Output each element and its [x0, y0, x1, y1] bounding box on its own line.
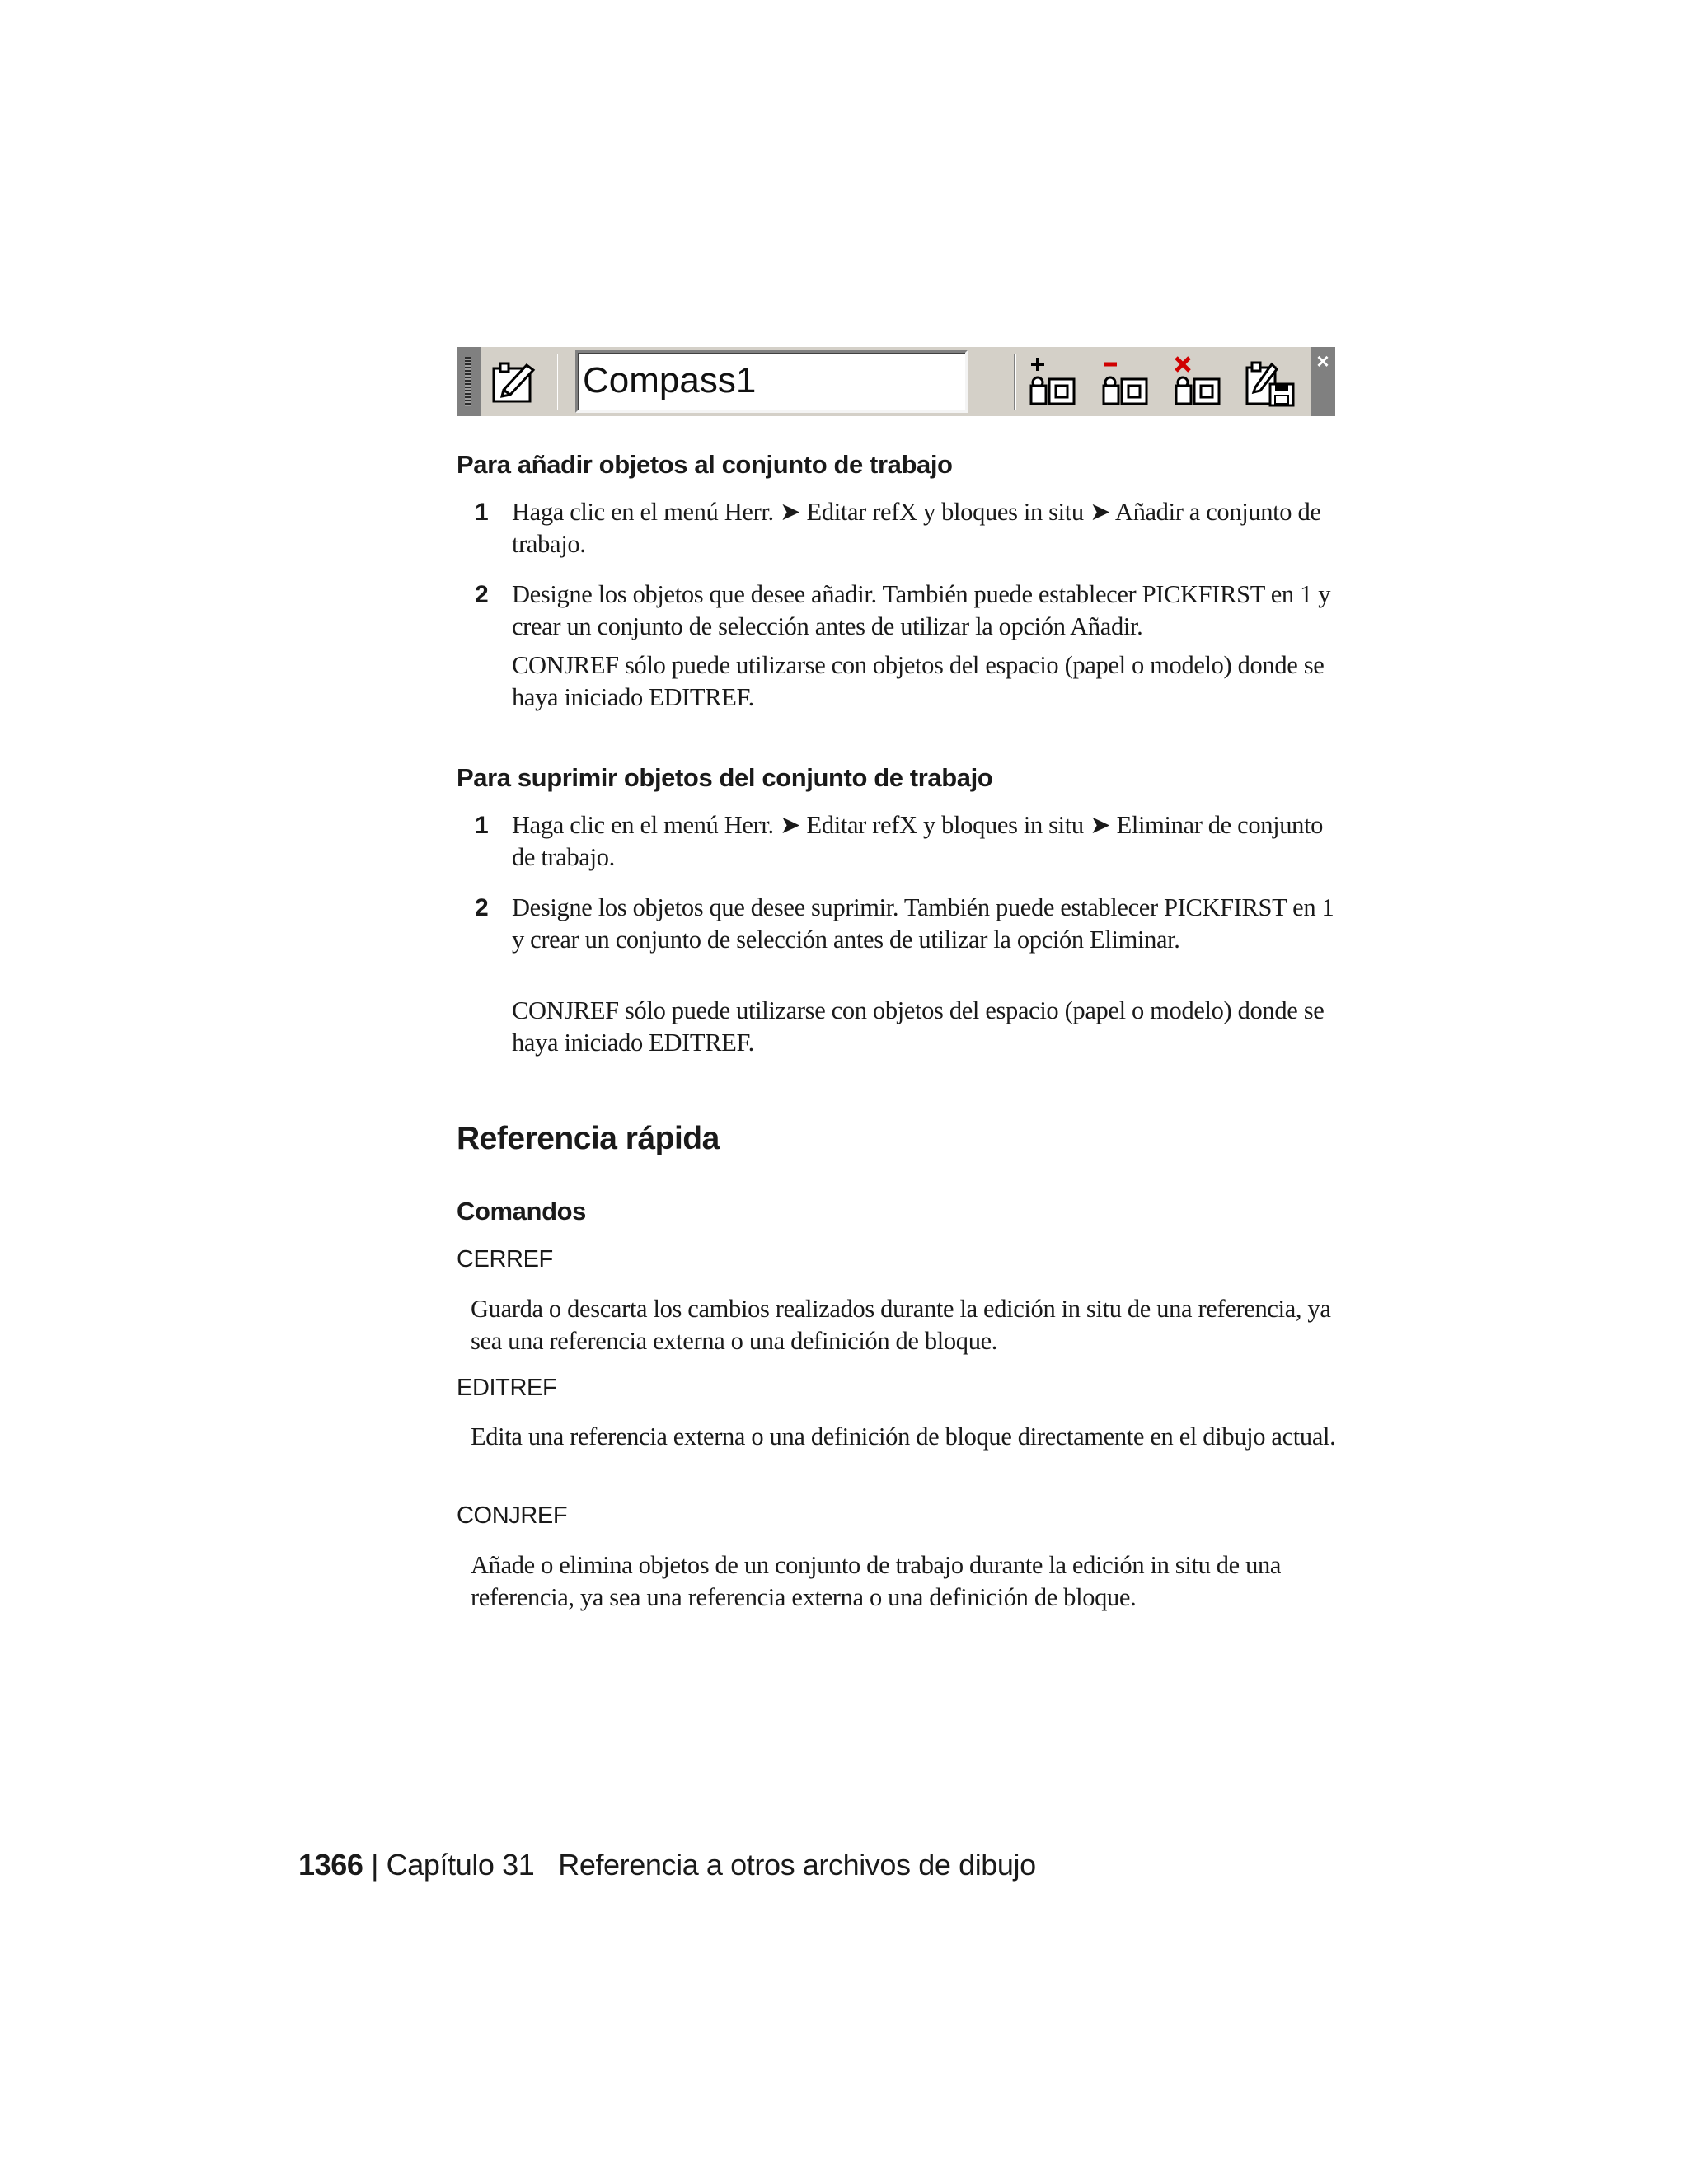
- add-to-working-set-icon: [1026, 354, 1081, 409]
- command-name: CERREF: [457, 1246, 553, 1272]
- step-text: Designe los objetos que desee suprimir. También puede establecer PICKFIRST en 1 y crear un conjunto de selección antes de utilizar la opción Eliminar.: [512, 893, 1334, 954]
- page-footer: [298, 1848, 1036, 1882]
- edit-reference-icon: [489, 357, 540, 406]
- chapter-title: Referencia a otros archivos de dibujo: [558, 1848, 1036, 1882]
- commands-heading: Comandos: [457, 1197, 586, 1226]
- reference-name-field[interactable]: Compass1: [575, 350, 968, 413]
- page-number: 1366: [298, 1848, 363, 1882]
- add-procedure-heading: Para añadir objetos al conjunto de trabajo: [457, 450, 953, 479]
- close-icon[interactable]: ×: [1311, 347, 1335, 416]
- command-name: EDITREF: [457, 1375, 557, 1401]
- chapter-label: Capítulo 31: [386, 1848, 535, 1882]
- edit-reference-button[interactable]: [486, 352, 542, 411]
- save-back-changes-icon: [1244, 354, 1298, 409]
- discard-changes-button[interactable]: [1170, 352, 1226, 411]
- step-note: CONJREF sólo puede utilizarse con objetos del espacio (papel o modelo) donde se haya iniciado EDITREF.: [512, 996, 1325, 1057]
- quick-reference-heading: Referencia rápida: [457, 1121, 720, 1156]
- step-number: 2: [475, 581, 489, 608]
- footer-separator: |: [371, 1848, 379, 1882]
- step-note: CONJREF sólo puede utilizarse con objetos del espacio (papel o modelo) donde se haya iniciado EDITREF.: [512, 651, 1325, 711]
- step-number: 2: [475, 894, 489, 921]
- toolbar-grip-handle[interactable]: [457, 347, 481, 416]
- remove-from-working-set-button[interactable]: [1098, 352, 1154, 411]
- toolbar-separator: [1014, 354, 1016, 410]
- add-to-working-set-button[interactable]: [1025, 352, 1081, 411]
- toolbar-separator: [556, 354, 558, 410]
- command-name: CONJREF: [457, 1502, 568, 1529]
- step-number: 1: [475, 499, 489, 526]
- step-number: 1: [475, 812, 489, 839]
- command-description: Edita una referencia externa o una definición de bloque directamente en el dibujo actual.: [471, 1422, 1336, 1451]
- step-text: Haga clic en el menú Herr. ➤ Editar refX y bloques in situ ➤ Eliminar de conjunto de trabajo.: [512, 811, 1324, 871]
- command-description: Guarda o descarta los cambios realizados durante la edición in situ de una referencia, ya sea una referencia externa o una definición de bloque.: [471, 1295, 1331, 1355]
- step-text: Haga clic en el menú Herr. ➤ Editar refX y bloques in situ ➤ Añadir a conjunto de trabajo.: [512, 498, 1321, 558]
- remove-from-working-set-icon: [1099, 354, 1153, 409]
- command-description: Añade o elimina objetos de un conjunto de trabajo durante la edición in situ de una referencia, ya sea una referencia externa o una definición de bloque.: [471, 1551, 1282, 1611]
- refedit-toolbar: [457, 347, 1335, 416]
- discard-changes-icon: [1171, 354, 1226, 409]
- remove-procedure-heading: Para suprimir objetos del conjunto de trabajo: [457, 763, 993, 792]
- step-text: Designe los objetos que desee añadir. También puede establecer PICKFIRST en 1 y crear un conjunto de selección antes de utilizar la opción Añadir.: [512, 580, 1331, 640]
- save-back-changes-button[interactable]: [1243, 352, 1299, 411]
